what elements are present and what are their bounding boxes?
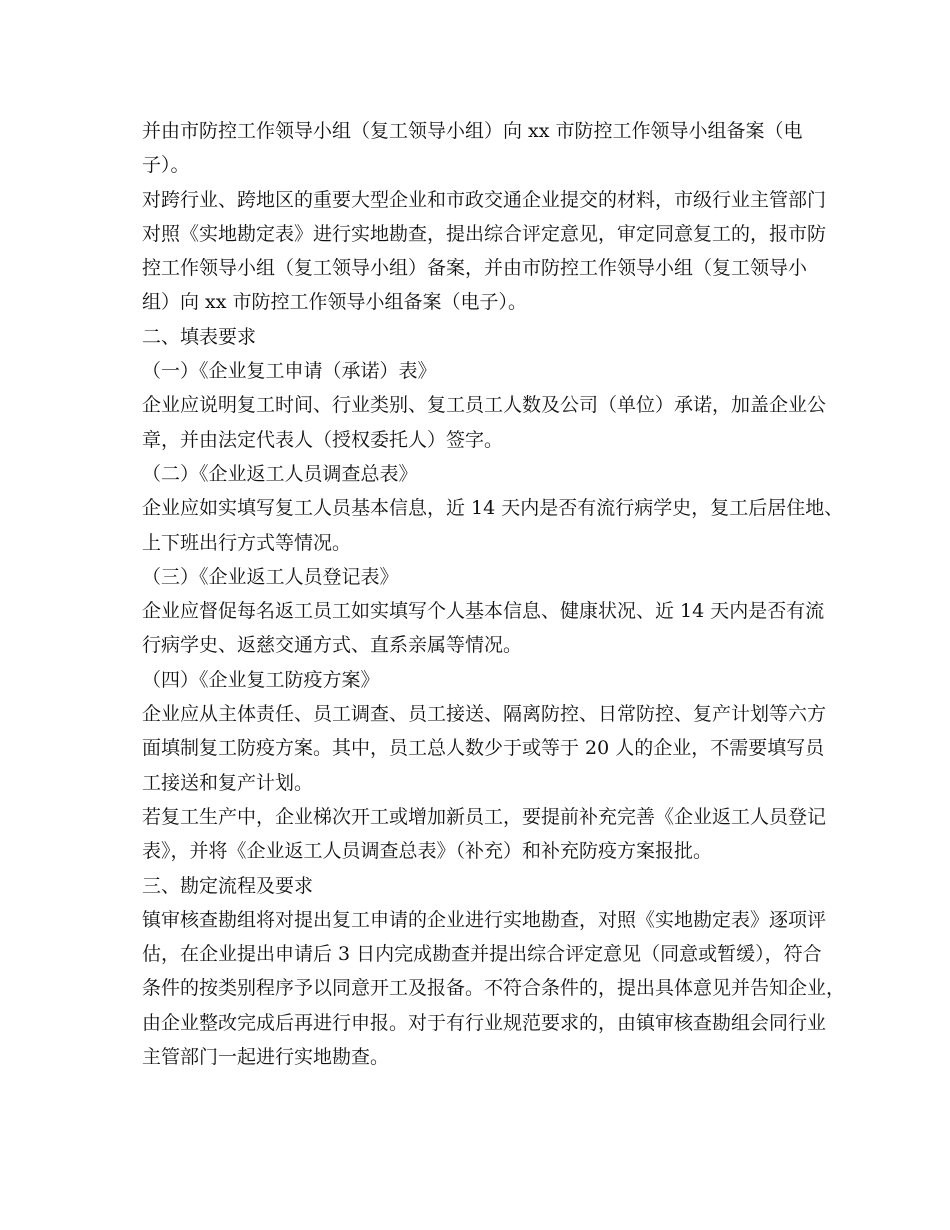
paragraph-line: 面填制复工防疫方案。其中，员工总人数少于或等于 20 人的企业，不需要填写员	[142, 737, 825, 760]
paragraph-line: 估，在企业提出申请后 3 日内完成勘查并提出综合评定意见（同意或暂缓），符合	[142, 943, 822, 966]
paragraph-line: 主管部门一起进行实地勘查。	[142, 1046, 390, 1069]
paragraph-line: 表》，并将《企业返工人员调查总表》（补充）和补充防疫方案报批。	[142, 840, 713, 863]
paragraph-line: 镇审核查勘组将对提出复工申请的企业进行实地勘查，对照《实地勘定表》逐项评	[142, 908, 827, 931]
paragraph-line: 章，并由法定代表人（授权委托人）签字。	[142, 428, 504, 451]
paragraph-line: 上下班出行方式等情况。	[142, 531, 352, 554]
section-heading: 二、填表要求	[142, 325, 257, 348]
paragraph-line: 控工作领导小组（复工领导小组）备案，并由市防控工作领导小组（复工领导小	[142, 257, 808, 280]
paragraph-line: 企业应说明复工时间、行业类别、复工员工人数及公司（单位）承诺，加盖企业公	[142, 394, 827, 417]
paragraph-line: 子）。	[142, 154, 190, 177]
paragraph-line: 若复工生产中，企业梯次开工或增加新员工，要提前补充完善《企业返工人员登记	[142, 805, 827, 828]
document-body	[142, 114, 846, 1074]
paragraph-line: 由企业整改完成后再进行申报。对于有行业规范要求的，由镇审核查勘组会同行业	[142, 1011, 827, 1034]
paragraph-line: 企业应从主体责任、员工调查、员工接送、隔离防控、日常防控、复产计划等六方	[142, 703, 827, 726]
subsection-heading: （四）《企业复工防疫方案》	[142, 668, 380, 691]
paragraph-line: 对照《实地勘定表》进行实地勘查，提出综合评定意见，审定同意复工的，报市防	[142, 222, 827, 245]
subsection-heading: （三）《企业返工人员登记表》	[142, 565, 399, 588]
paragraph-line: 组）向 xx 市防控工作领导小组备案（电子）。	[142, 291, 528, 314]
paragraph-line: 行病学史、返慈交通方式、直系亲属等情况。	[142, 634, 523, 657]
section-heading: 三、勘定流程及要求	[142, 874, 314, 897]
subsection-heading: （二）《企业返工人员调查总表》	[142, 462, 418, 485]
paragraph-line: 条件的按类别程序予以同意开工及报备。不符合条件的，提出具体意见并告知企业，	[142, 977, 846, 1000]
paragraph-line: 企业应督促每名返工员工如实填写个人基本信息、健康状况、近 14 天内是否有流	[142, 600, 825, 623]
paragraph-line: 对跨行业、跨地区的重要大型企业和市政交通企业提交的材料，市级行业主管部门	[142, 188, 827, 211]
paragraph-line: 企业应如实填写复工人员基本信息，近 14 天内是否有流行病学史，复工后居住地、	[142, 497, 844, 520]
paragraph-line: 工接送和复产计划。	[142, 771, 314, 794]
paragraph-line: 并由市防控工作领导小组（复工领导小组）向 xx 市防控工作领导小组备案（电	[142, 120, 803, 142]
subsection-heading: （一）《企业复工申请（承诺）表》	[142, 360, 437, 383]
